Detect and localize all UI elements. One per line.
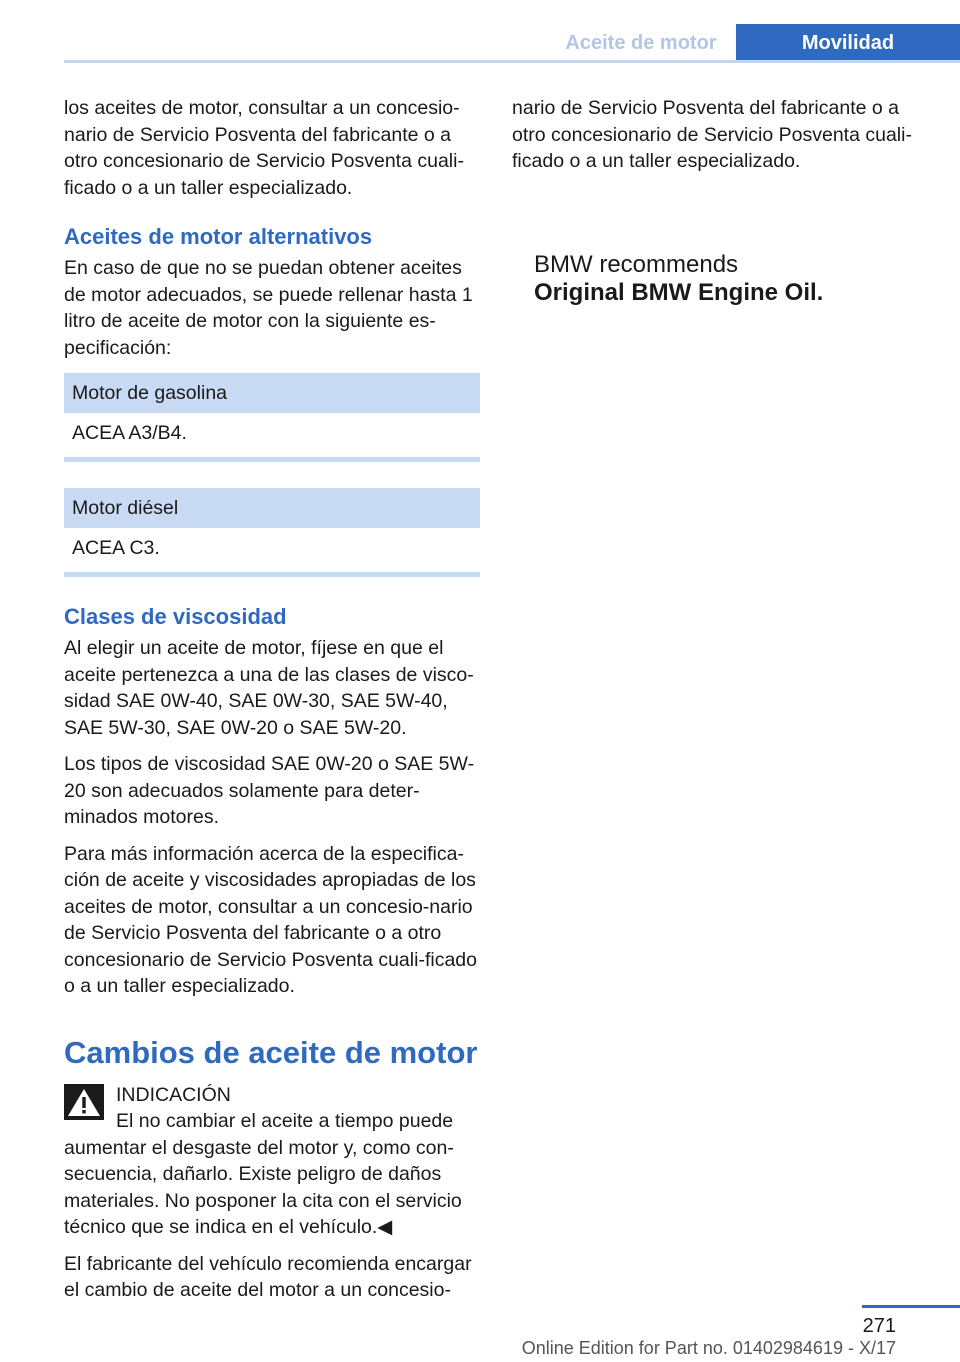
bmw-logo-line-1: BMW recommends (534, 250, 739, 278)
edition-note: Online Edition for Part no. 01402984619 - X/17 (521, 1338, 896, 1358)
table-divider (64, 457, 480, 462)
bmw-logo-line-2: Original BMW Engine Oil. (534, 278, 824, 306)
notice-body (64, 1108, 480, 1241)
intro-paragraph: los aceites de motor, consultar a un concesio‐nario de Servicio Posventa del fabricante o a otro concesionario de Servicio Posventa cuali‐ficado o a un taller especializado. (64, 97, 464, 199)
viscosity-paragraph-3: Para más información acerca de la especifica‐ción de aceite y viscosidades apropiadas de los aceites de motor, consultar a un concesio‐nario de Servicio Posventa del fabricante o a otro concesionario de Servicio Posventa cuali‐ficado o a un taller especializado. (64, 842, 477, 997)
warning-icon (64, 1084, 104, 1120)
notice-text: El no cambiar el aceite a tiempo puede aumentar el desgaste del motor y, como con‐secuencia, dañarlo. Existe peligro de daños materiales. No posponer la cita con el servicio técnico que se indica en el vehículo.◀ (64, 1110, 462, 1238)
oil-change-heading: Cambios de aceite de motor (64, 1034, 478, 1070)
spec-engine-label: Motor de gasolina (64, 373, 480, 413)
viscosity-paragraph-1: Al elegir un aceite de motor, fíjese en que el aceite pertenezca a una de las clases de visco‐sidad SAE 0W-40, SAE 0W-30, SAE 5W-40, SAE 5W-30, SAE 0W-20 o SAE 5W-20. (64, 637, 474, 739)
chapter-tab: Movilidad (736, 24, 960, 62)
alt-oils-paragraph: En caso de que no se puedan obtener aceites de motor adecuados, se puede rellenar hasta 1 litro de aceite de motor con la siguiente es‐pecificación: (64, 257, 473, 359)
section-tab: Aceite de motor (546, 24, 736, 62)
notice-title: INDICACIÓN (116, 1083, 231, 1106)
right-column (512, 95, 928, 307)
bmw-oil-logo (534, 251, 928, 307)
viscosity-paragraph-2: Los tipos de viscosidad SAE 0W-20 o SAE 5W-20 son adecuados solamente para deter‐minados motores. (64, 753, 475, 828)
spec-table-diesel (64, 488, 480, 577)
alt-oils-heading: Aceites de motor alternativos (64, 224, 373, 249)
header-tabs (546, 24, 960, 62)
page-number: 271 (862, 1315, 896, 1337)
viscosity-heading: Clases de viscosidad (64, 604, 287, 629)
spec-table-petrol (64, 373, 480, 462)
spec-value: ACEA A3/B4. (72, 422, 187, 444)
footer-rule (862, 1305, 960, 1308)
spec-value: ACEA C3. (72, 537, 160, 559)
continuation-paragraph: nario de Servicio Posventa del fabricante o a otro concesionario de Servicio Posventa cuali‐ficado o a un taller especializado. (512, 97, 912, 172)
spec-engine-label: Motor diésel (64, 488, 480, 528)
left-column (64, 95, 480, 1314)
header-rule (64, 60, 960, 63)
notice-block (64, 1082, 480, 1241)
table-divider (64, 572, 480, 577)
closing-paragraph: El fabricante del vehículo recomienda encargar el cambio de aceite del motor a un concesio‐ (64, 1252, 472, 1301)
